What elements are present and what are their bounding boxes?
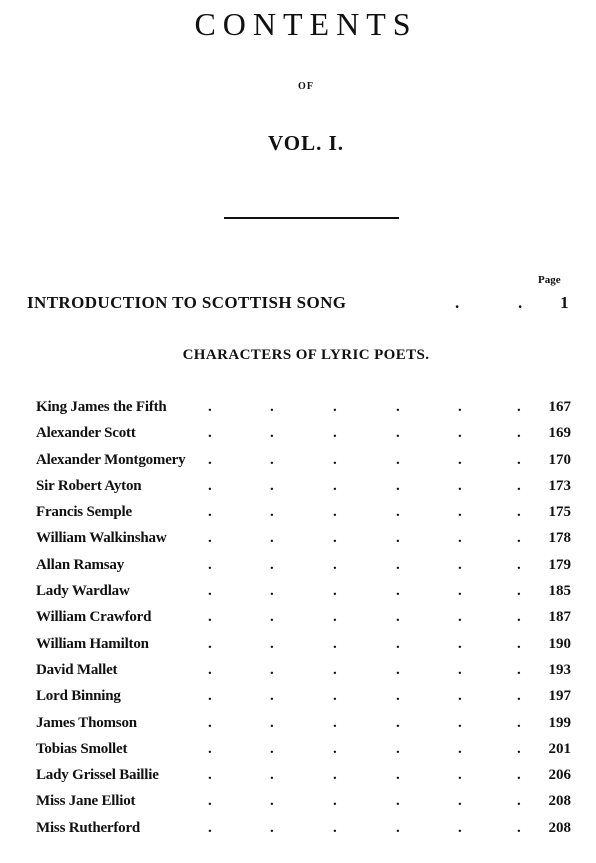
leader-dot: . [517,609,521,626]
entry-name: Lord Binning [36,688,121,705]
entry-page-number: 175 [548,504,571,521]
leader-dot: . [270,635,274,652]
leader-dot: . [208,609,212,626]
entry-page-number: 178 [548,530,571,547]
entry-name: Alexander Montgomery [36,451,186,468]
contents-list [0,399,596,846]
leader-dot: . [270,740,274,757]
leader-dot: . [208,504,212,521]
leader-dot: . [208,740,212,757]
contents-entry [0,557,596,583]
leader-dot: . [517,661,521,678]
entry-page-number: 199 [548,714,571,731]
entry-page-number: 185 [548,583,571,600]
leader-dot: . [270,688,274,705]
leader-dot: . [396,635,400,652]
leader-dot: . [270,793,274,810]
leader-dot: . [458,740,462,757]
leader-dot: . [208,556,212,573]
entry-name: Lady Wardlaw [36,583,130,600]
leader-dot: . [396,793,400,810]
leader-dot: . [517,688,521,705]
entry-name: Miss Jane Elliot [36,793,136,810]
leader-dot: . [396,714,400,731]
leader-dot: . [458,609,462,626]
entry-page-number: 173 [548,477,571,494]
entry-name: Tobias Smollet [36,740,128,757]
entry-name: Sir Robert Ayton [36,477,142,494]
entry-name: Lady Grissel Baillie [36,767,159,784]
leader-dot: . [396,530,400,547]
leader-dot: . [396,609,400,626]
leader-dot: . [396,688,400,705]
leader-dot: . [270,451,274,468]
leader-dot: . [517,583,521,600]
contents-entry [0,767,596,793]
entry-page-number: 208 [548,819,571,836]
leader-dot: . [458,635,462,652]
leader-dot: . [517,740,521,757]
entry-name: William Walkinshaw [36,530,167,547]
leader-dot: . [458,477,462,494]
entry-page-number: 190 [548,635,571,652]
leader-dot: . [208,793,212,810]
leader-dot: . [333,714,337,731]
entry-page-number: 187 [548,609,571,626]
leader-dot: . [458,504,462,521]
leader-dot: . [270,399,274,415]
leader-dot: . [458,583,462,600]
leader-dot: . [333,477,337,494]
leader-dot: . [396,767,400,784]
leader-dot: . [458,714,462,731]
leader-dot: . [270,661,274,678]
leader-dot: . [333,767,337,784]
leader-dot: . [517,714,521,731]
page-title: CONTENTS [194,6,418,42]
leader-dot: . [208,819,212,836]
leader-dot: . [517,530,521,547]
contents-entry [0,688,596,714]
contents-entry [0,715,596,741]
entry-name: William Hamilton [36,635,149,652]
leader-dot: . [270,714,274,731]
page-column-label: Page [538,274,561,286]
leader-dot: . [517,819,521,836]
leader-dot: . [270,504,274,521]
leader-dot: . [208,688,212,705]
leader-dot: . [333,556,337,573]
leader-dot: . [333,609,337,626]
leader-dot: . [517,477,521,494]
leader-dot: . [270,767,274,784]
entry-name: Allan Ramsay [36,556,125,573]
leader-dot: . [458,661,462,678]
leader-dot: . [333,661,337,678]
leader-dot: . [208,477,212,494]
leader-dot: . [270,477,274,494]
leader-dot: . [333,530,337,547]
leader-dot: . [208,425,212,442]
entry-page-number: 193 [548,661,571,678]
leader-dot: . [333,583,337,600]
leader-dot: . [458,399,462,415]
leader-dot: . [270,556,274,573]
entry-name: Miss Rutherford [36,819,141,836]
leader-dot: . [458,819,462,836]
leader-dot: . [517,504,521,521]
entry-page-number: 170 [548,451,571,468]
leader-dot: . [333,425,337,442]
leader-dot: . [270,609,274,626]
leader-dot: . [458,530,462,547]
introduction-entry [27,293,575,317]
leader-dot: . [517,767,521,784]
leader-dot: . [208,583,212,600]
leader-dot: . [208,399,212,415]
leader-dot: . [517,635,521,652]
contents-entry [0,583,596,609]
leader-dot: . [333,399,337,415]
leader-dot: . [270,819,274,836]
entry-name: William Crawford [36,609,152,626]
leader-dot: . [208,635,212,652]
title-rule [224,217,399,219]
entry-page-number: 197 [548,688,571,705]
section-heading: CHARACTERS OF LYRIC POETS. [182,347,430,363]
leader-dot: . [396,451,400,468]
entry-name: King James the Fifth [36,399,167,415]
leader-dot: . [208,714,212,731]
leader-dot: . [458,425,462,442]
introduction-page-number: 1 [560,293,569,312]
contents-entry [0,820,596,846]
contents-entry [0,662,596,688]
leader-dot: . [333,451,337,468]
leader-dot: . [396,399,400,415]
leader-dot: . [396,661,400,678]
entry-name: Francis Semple [36,504,132,521]
leader-dot: . [396,583,400,600]
leader-dot: . [396,425,400,442]
contents-entry [0,636,596,662]
contents-entry [0,504,596,530]
leader-dot: . [396,477,400,494]
entry-page-number: 169 [548,425,571,442]
contents-entry [0,452,596,478]
contents-entry [0,793,596,819]
contents-entry [0,399,596,425]
volume-title: VOL. I. [267,131,344,155]
leader-dot: . [208,530,212,547]
leader-dot: . [333,688,337,705]
leader-dot: . [396,504,400,521]
introduction-label: INTRODUCTION TO SCOTTISH SONG [27,293,347,312]
entry-page-number: 206 [548,767,571,784]
leader-dot: . [270,530,274,547]
leader-dot: . [270,425,274,442]
leader-dot: . [517,556,521,573]
contents-entry [0,478,596,504]
leader-dot: . [396,740,400,757]
leader-dot: . [458,556,462,573]
leader-dot: . [396,819,400,836]
entry-page-number: 167 [548,399,571,415]
leader-dot: . [208,767,212,784]
entry-page-number: 201 [548,740,571,757]
leader-dot: . [458,451,462,468]
contents-entry [0,425,596,451]
leader-dot: . [517,451,521,468]
leader-dot: . [518,293,523,312]
contents-entry [0,741,596,767]
leader-dot: . [333,635,337,652]
leader-dot: . [333,740,337,757]
leader-dot: . [333,504,337,521]
title-of: OF [298,81,314,92]
leader-dot: . [458,793,462,810]
contents-entry [0,530,596,556]
leader-dot: . [517,793,521,810]
leader-dot: . [517,399,521,415]
leader-dot: . [270,583,274,600]
leader-dot: . [208,451,212,468]
leader-dot: . [517,425,521,442]
contents-entry [0,609,596,635]
entry-name: Alexander Scott [36,425,136,442]
leader-dot: . [208,661,212,678]
leader-dot: . [458,767,462,784]
leader-dot: . [396,556,400,573]
leader-dot: . [458,688,462,705]
entry-name: James Thomson [36,714,137,731]
entry-page-number: 208 [548,793,571,810]
entry-name: David Mallet [36,661,118,678]
entry-page-number: 179 [548,556,571,573]
leader-dot: . [333,819,337,836]
leader-dot: . [333,793,337,810]
leader-dot: . [455,293,460,312]
